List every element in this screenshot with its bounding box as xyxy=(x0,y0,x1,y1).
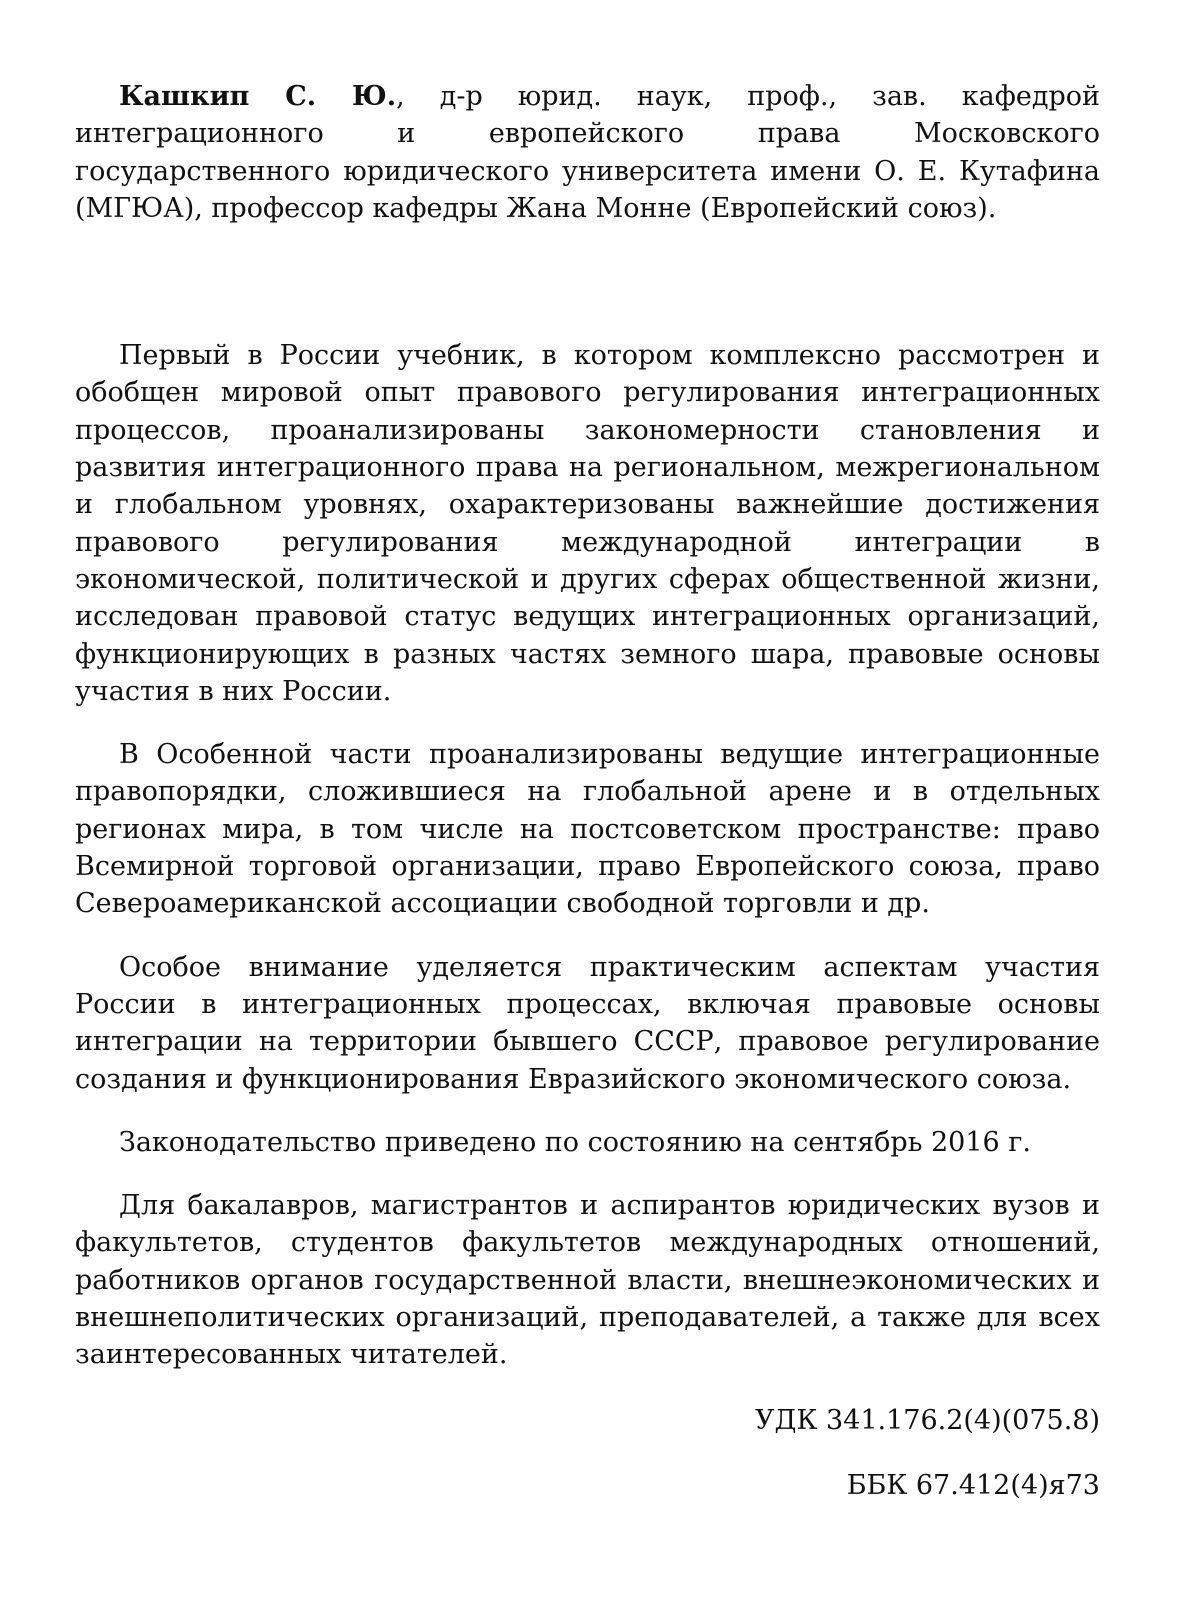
author-note xyxy=(75,78,1100,227)
abstract-paragraph-3: Особое внимание уделяется практическим аспектам участия России в интеграционных процессах, включая правовые основы интеграции на территории бывшего СССР, правовое регулирование создания и функционирования Евразийского экономического союза. xyxy=(75,951,1100,1095)
document-page xyxy=(75,78,1100,1504)
bbk-code: ББК 67.412(4)я73 xyxy=(846,1469,1100,1501)
author-name: Кашкип С. Ю. xyxy=(119,81,397,112)
abstract-paragraph-2: В Особенной части проанализированы ведущие интеграционные правопорядки, сложившиеся на глобальной арене и в отдельных регионах мира, в том числе на постсоветском пространстве: право Всемирной торговой организации, право Европейского союза, право Североамериканской ассоциации свободной торговли и др. xyxy=(75,739,1100,920)
udk-code: УДК 341.176.2(4)(075.8) xyxy=(755,1404,1100,1436)
abstract-paragraph-1: Первый в России учебник, в котором комплексно рассмотрен и обобщен мировой опыт правового регулирования интеграционных процессов, проанализированы закономерности становления и развития интеграционного права на региональном, межрегиональном и глобальном уровнях, охарактеризованы важнейшие достижения правового регулирования международной интеграции в экономической, политической и других сферах общественной жизни, исследован правовой статус ведущих интеграционных организаций, функционирующих в разных частях земного шара, правовые основы участия в них России. xyxy=(75,340,1100,707)
audience-paragraph: Для бакалавров, магистрантов и аспирантов юридических вузов и факультетов, студентов факультетов международных отношений, работников органов государственной власти, внешнеэкономических и внешнеполитических организаций, преподавателей, а также для всех заинтересованных читателей. xyxy=(75,1190,1100,1371)
author-description: , д-р юрид. наук, проф., зав. кафедрой интеграционного и европейского права Московского государственного юридического университета имени О. Е. Кутафина (МГЮА), профессор кафедры Жана Монне (Европейский союз). xyxy=(75,81,1100,224)
legislation-date-note: Законодательство приведено по состоянию на сентябрь 2016 г. xyxy=(119,1126,1032,1158)
